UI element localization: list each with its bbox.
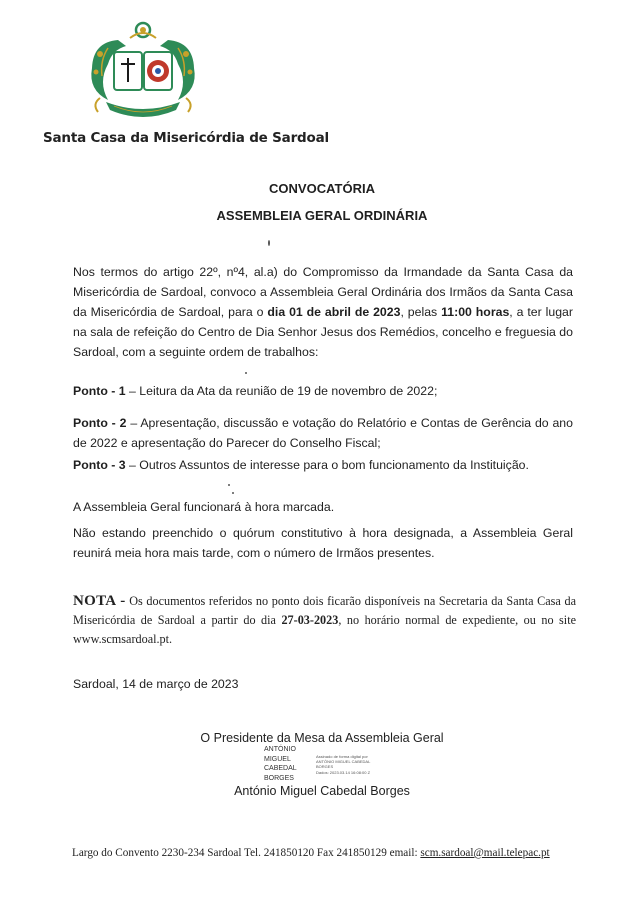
nota-label: NOTA - <box>73 593 126 609</box>
footer-address: Largo do Convento 2230-234 Sardoal Tel. 241850120 Fax 241850129 email: <box>72 847 421 859</box>
document-subtitle: ASSEMBLEIA GERAL ORDINÁRIA <box>216 208 428 223</box>
nota-date: 27-03-2023 <box>281 613 339 627</box>
organization-name: Santa Casa da Misericórdia de Sardoal <box>43 130 329 146</box>
meeting-date: dia 01 de abril de 2023 <box>267 305 401 319</box>
agenda-label: Ponto - 1 <box>73 384 126 398</box>
scan-speck <box>245 372 247 374</box>
place-and-date: Sardoal, 14 de março de 2023 <box>73 677 239 691</box>
intro-text: , a ter lugar na sala de refeição do Centro de Dia Senhor Jesus dos Remédios, concelho e freguesia do Sardoal, com a seguinte ordem de trabalhos: <box>73 305 573 359</box>
agenda-item-1 <box>73 381 573 401</box>
misericordia-coat-of-arms-icon <box>78 20 208 128</box>
agenda-text: – Apresentação, discussão e votação do Relatório e Contas de Gerência do ano de 2022 e apresentação do Parecer do Conselho Fiscal; <box>73 416 573 450</box>
intro-text: Nos termos do artigo 22º, nº4, al.a) do Compromisso da Irmandade da Santa Casa da Misericórdia de Sardoal, convoco a Assembleia Geral Ordinária dos Irmãos da Santa Casa da Misericórdia de Sardoal, para o <box>73 265 573 319</box>
nota-text: , no horário normal de expediente, ou no site www.scmsardoal.pt. <box>73 613 576 646</box>
signature-meta-line: Assinado de forma digital por <box>316 754 368 759</box>
signature-role: O Presidente da Mesa da Assembleia Geral <box>200 731 444 745</box>
signatory-full-name: António Miguel Cabedal Borges <box>234 784 410 798</box>
agenda-text: – Outros Assuntos de interesse para o bom funcionamento da Instituição. <box>125 458 529 472</box>
functioning-note: A Assembleia Geral funcionará à hora marcada. <box>73 500 335 514</box>
meeting-time: 11:00 horas <box>441 305 510 319</box>
agenda-item-3 <box>73 455 573 475</box>
signature-meta-line: Dados: 2023.03.14 16:08:00 Z <box>316 769 371 775</box>
intro-paragraph <box>73 262 573 362</box>
scan-speck <box>268 240 270 246</box>
agenda-item-2 <box>73 413 573 453</box>
signature-line: ANTÓNIO <box>264 746 296 753</box>
signature-line: MIGUEL <box>264 755 291 763</box>
signature-line: BORGES <box>264 774 294 782</box>
agenda-label: Ponto - 2 <box>73 416 127 430</box>
intro-text: , pelas <box>400 305 442 319</box>
signature-line: CABEDAL <box>264 765 297 772</box>
signature-meta-line: BORGES <box>316 764 334 770</box>
nota-paragraph <box>73 592 576 649</box>
nota-text: Os documentos referidos no ponto dois ficarão disponíveis na Secretaria da Santa Casa da Misericórdia de Sardoal a partir do dia <box>73 594 576 627</box>
scan-speck <box>232 492 234 494</box>
digital-signature-metadata <box>316 754 370 775</box>
footer-email-link[interactable]: scm.sardoal@mail.telepac.pt <box>420 847 550 859</box>
document-title: CONVOCATÓRIA <box>269 181 375 196</box>
footer-contact <box>72 847 550 859</box>
scan-speck <box>228 484 230 486</box>
quorum-note: Não estando preenchido o quórum constitutivo à hora designada, a Assembleia Geral reunirá meia hora mais tarde, com o número de Irmãos presentes. <box>73 526 573 560</box>
signature-meta-line: ANTÓNIO MIGUEL CABEDAL <box>316 759 371 765</box>
digital-signature-name <box>264 745 297 783</box>
agenda-text: – Leitura da Ata da reunião de 19 de novembro de 2022; <box>125 384 438 398</box>
agenda-label: Ponto - 3 <box>73 458 126 472</box>
